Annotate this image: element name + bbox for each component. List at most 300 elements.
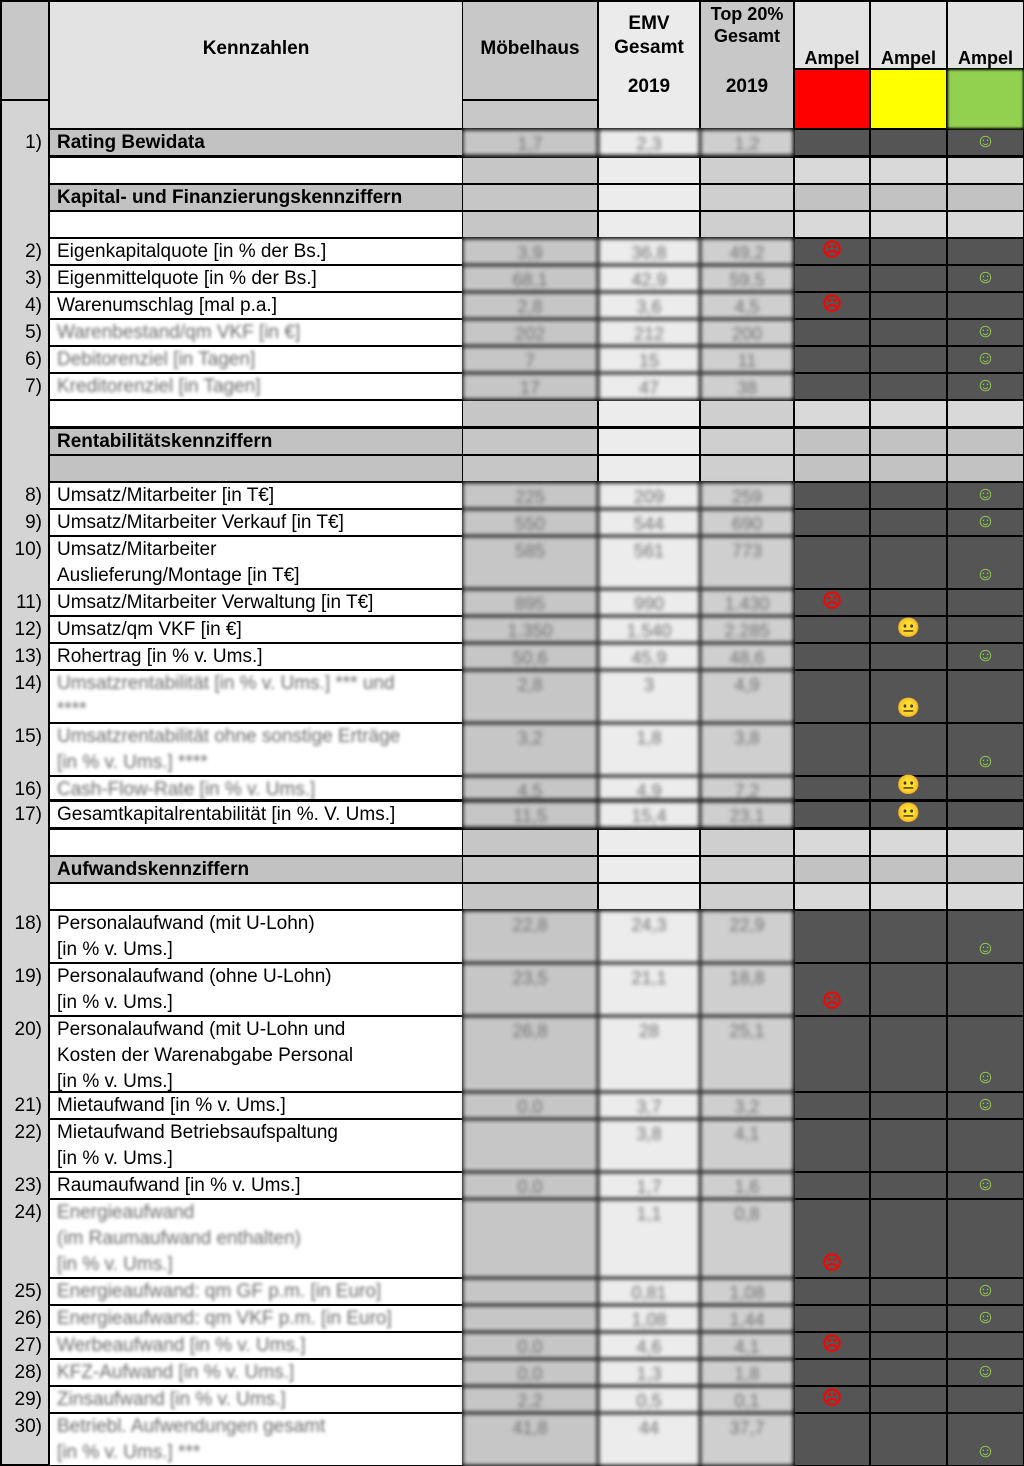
row-number: 16) (14, 779, 42, 800)
value-top20: 0,8 (701, 1200, 793, 1277)
value-moebelhaus: 68,1 (463, 266, 597, 291)
ampel-cell (795, 617, 869, 642)
value-moebelhaus: 0,0 (463, 1333, 597, 1358)
value-emv-empty (599, 185, 699, 210)
ampel-cell-empty (948, 884, 1023, 909)
value-top20: 18,8 (701, 964, 793, 1015)
row-number: 17) (14, 804, 42, 825)
value-emv: 1,1 (599, 1200, 699, 1277)
row-label-text: Werbeaufwand [in % v. Ums.] (57, 1335, 306, 1356)
row-label-text: (im Raumaufwand enthalten) (57, 1228, 301, 1249)
value-moebelhaus-empty (463, 429, 597, 454)
row-label (50, 266, 462, 291)
row-label (50, 347, 462, 372)
ampel-cell (948, 590, 1023, 615)
value-emv: 0,81 (599, 1279, 699, 1304)
value-moebelhaus: 41,8 (463, 1414, 597, 1465)
ampel-sad-icon: ☹ (822, 294, 842, 315)
ampel-sad-icon: ☹ (822, 1388, 842, 1409)
ampel-cell-empty (948, 212, 1023, 237)
value-top20-empty (701, 884, 793, 909)
row-number: 28) (14, 1362, 42, 1383)
ampel-cell (871, 130, 946, 155)
ampel-cell (948, 964, 1023, 1015)
value-emv: 1.540 (599, 617, 699, 642)
ampel-cell (948, 1120, 1023, 1171)
value-emv: 15,4 (599, 802, 699, 827)
value-moebelhaus: 2,2 (463, 1387, 597, 1412)
section-title (50, 857, 462, 882)
section-title-text: Kapital- und Finanzierungskennziffern (57, 187, 403, 208)
ampel-happy-icon: ☺ (975, 511, 996, 532)
row-label-text: Energieaufwand: qm GF p.m. [in Euro] (57, 1281, 382, 1302)
ampel-cell (795, 1360, 869, 1385)
value-moebelhaus: 4,5 (463, 777, 597, 799)
ampel-label-red: Ampel (804, 48, 860, 68)
value-emv: 1,8 (599, 724, 699, 775)
row-label-text: Energieaufwand: qm VKF p.m. [in Euro] (57, 1308, 392, 1329)
row-label (50, 1360, 462, 1385)
ampel-cell (795, 1414, 869, 1465)
row-number: 25) (14, 1281, 42, 1302)
section-title-text: Aufwandskennziffern (57, 859, 250, 880)
value-top20: 3,2 (701, 1093, 793, 1118)
ampel-swatch-red (795, 70, 869, 128)
value-emv: 544 (599, 510, 699, 535)
value-top20: 690 (701, 510, 793, 535)
value-top20: 200 (701, 320, 793, 345)
ampel-cell (795, 802, 869, 827)
value-emv: 3,7 (599, 1093, 699, 1118)
row-label (50, 671, 462, 722)
row-label-text: Personalaufwand (mit U-Lohn und (57, 1019, 346, 1040)
row-number: 23) (14, 1175, 42, 1196)
value-top20: 4,5 (701, 293, 793, 318)
row-label (50, 1387, 462, 1412)
value-top20: 7,2 (701, 777, 793, 799)
ampel-sad-icon: ☹ (822, 1253, 842, 1274)
ampel-cell (871, 510, 946, 535)
ampel-cell (871, 537, 946, 588)
row-label-text: Kreditorenziel [in Tagen] (57, 376, 261, 397)
row-number: 30) (14, 1416, 42, 1437)
ampel-cell-empty (948, 185, 1023, 210)
row-label-text: [in % v. Ums.] (57, 992, 173, 1013)
row-label-text: [in % v. Ums.] **** (57, 752, 208, 773)
value-emv: 561 (599, 537, 699, 588)
row-number: 11) (15, 592, 42, 613)
ampel-label-green: Ampel (957, 48, 1013, 68)
value-emv-empty (599, 857, 699, 882)
ampel-cell (871, 644, 946, 669)
row-label-text: [in % v. Ums.] (57, 1148, 173, 1169)
row-number: 22) (14, 1122, 42, 1143)
ampel-happy-icon: ☺ (975, 348, 996, 369)
ampel-cell (871, 1306, 946, 1331)
row-label (50, 964, 462, 1015)
value-top20: 23,1 (701, 802, 793, 827)
value-emv-empty (599, 401, 699, 426)
row-label (50, 724, 462, 775)
row-label-text: Rohertrag [in % v. Ums.] (57, 646, 263, 667)
spacer-row (50, 158, 462, 183)
value-moebelhaus: 17 (463, 374, 597, 399)
value-moebelhaus-empty (463, 158, 597, 183)
value-emv: 36,8 (599, 239, 699, 264)
value-top20: 1.430 (701, 590, 793, 615)
row-label (50, 1017, 462, 1091)
ampel-cell (795, 320, 869, 345)
value-top20: 4,1 (701, 1120, 793, 1171)
value-moebelhaus (463, 1200, 597, 1277)
value-moebelhaus (463, 1279, 597, 1304)
ampel-cell-empty (871, 212, 946, 237)
row-number: 13) (14, 646, 42, 667)
ampel-cell (795, 1306, 869, 1331)
ampel-happy-icon: ☺ (975, 375, 996, 396)
ampel-sad-icon: ☹ (822, 240, 842, 261)
ampel-neutral-icon: 😐 (896, 698, 921, 719)
ampel-cell (871, 964, 946, 1015)
row-label-text: Umsatz/Mitarbeiter Verwaltung [in T€] (57, 592, 374, 613)
value-emv: 209 (599, 483, 699, 508)
ampel-cell (795, 1279, 869, 1304)
value-top20-empty (701, 857, 793, 882)
row-number: 21) (14, 1095, 42, 1116)
ampel-cell (871, 320, 946, 345)
value-emv: 21,1 (599, 964, 699, 1015)
ampel-happy-icon: ☺ (975, 267, 996, 288)
row-label (50, 510, 462, 535)
value-moebelhaus: 1,7 (463, 130, 597, 155)
value-emv: 2,3 (599, 130, 699, 155)
row-number: 9) (25, 512, 42, 533)
ampel-happy-icon: ☺ (975, 564, 996, 585)
value-moebelhaus: 0,0 (463, 1360, 597, 1385)
value-moebelhaus: 11,5 (463, 802, 597, 827)
row-label-text: **** (57, 699, 87, 720)
row-label-text: Eigenkapitalquote [in % der Bs.] (57, 241, 327, 262)
spacer-row (50, 830, 462, 855)
row-label-text: Kosten der Warenabgabe Personal (57, 1045, 354, 1066)
ampel-cell-empty (871, 158, 946, 183)
row-number: 3) (25, 268, 42, 289)
ampel-cell (795, 671, 869, 722)
ampel-cell-empty (948, 158, 1023, 183)
row-label-text: Rating Bewidata (57, 132, 205, 153)
row-number: 15) (14, 726, 42, 747)
value-top20: 4,1 (701, 1333, 793, 1358)
value-emv: 4,6 (599, 1333, 699, 1358)
ampel-cell (871, 483, 946, 508)
row-label-text: Eigenmittelquote [in % der Bs.] (57, 268, 317, 289)
ampel-cell (871, 590, 946, 615)
ampel-swatch-green (948, 70, 1023, 128)
ampel-happy-icon: ☺ (975, 645, 996, 666)
ampel-cell (795, 724, 869, 775)
ampel-happy-icon: ☺ (975, 1280, 996, 1301)
ampel-cell (871, 347, 946, 372)
row-label-text: [in % v. Ums.] (57, 1254, 173, 1275)
value-top20-empty (701, 401, 793, 426)
value-moebelhaus: 23,5 (463, 964, 597, 1015)
ampel-cell-empty (871, 456, 946, 481)
row-label-text: [in % v. Ums.] *** (57, 1442, 201, 1463)
ampel-happy-icon: ☺ (975, 938, 996, 959)
value-emv: 1,3 (599, 1360, 699, 1385)
value-emv-empty (599, 830, 699, 855)
value-emv: 1,7 (599, 1173, 699, 1198)
row-label-text: Betriebl. Aufwendungen gesamt (57, 1416, 326, 1437)
row-label (50, 1173, 462, 1198)
row-label-text: Gesamtkapitalrentabilität [in %. V. Ums.] (57, 804, 396, 825)
value-top20: 1,6 (701, 1173, 793, 1198)
value-moebelhaus-empty (463, 212, 597, 237)
ampel-cell-empty (795, 158, 869, 183)
ampel-cell-empty (871, 830, 946, 855)
value-moebelhaus-empty (463, 884, 597, 909)
section-title (50, 185, 462, 210)
row-number: 7) (25, 376, 42, 397)
ampel-happy-icon: ☺ (975, 1361, 996, 1382)
row-label (50, 1200, 462, 1277)
value-moebelhaus: 895 (463, 590, 597, 615)
value-moebelhaus: 2,8 (463, 293, 597, 318)
row-number: 19) (14, 966, 42, 987)
ampel-cell-empty (871, 429, 946, 454)
value-top20-empty (701, 212, 793, 237)
value-moebelhaus: 585 (463, 537, 597, 588)
value-top20: 0,1 (701, 1387, 793, 1412)
ampel-cell (871, 1414, 946, 1465)
ampel-cell (948, 777, 1023, 799)
ampel-cell (948, 1387, 1023, 1412)
ampel-cell-empty (948, 857, 1023, 882)
value-emv-empty (599, 429, 699, 454)
row-label (50, 130, 462, 155)
row-label (50, 1333, 462, 1358)
ampel-cell (795, 777, 869, 799)
row-number: 10) (14, 539, 42, 560)
header-moebelhaus-sub (463, 101, 597, 128)
value-emv: 3,8 (599, 1120, 699, 1171)
row-label-text: Umsatz/Mitarbeiter (57, 539, 217, 560)
ampel-sad-icon: ☹ (822, 1334, 842, 1355)
ampel-cell-empty (948, 429, 1023, 454)
row-label (50, 537, 462, 588)
value-top20: 49,2 (701, 239, 793, 264)
value-moebelhaus: 0,0 (463, 1173, 597, 1198)
ampel-cell (948, 239, 1023, 264)
ampel-cell (795, 1173, 869, 1198)
header-top-year: 2019 (725, 76, 769, 97)
value-moebelhaus: 202 (463, 320, 597, 345)
ampel-cell (871, 266, 946, 291)
value-top20: 48,6 (701, 644, 793, 669)
value-emv: 42,9 (599, 266, 699, 291)
ampel-happy-icon: ☺ (975, 1094, 996, 1115)
row-number: 1) (25, 132, 42, 153)
ampel-cell (795, 374, 869, 399)
row-number: 4) (25, 295, 42, 316)
row-label (50, 911, 462, 962)
row-number: 20) (14, 1019, 42, 1040)
ampel-happy-icon: ☺ (975, 131, 996, 152)
ampel-cell (948, 293, 1023, 318)
row-label-text: Debitorenziel [in Tagen] (57, 349, 256, 370)
ampel-cell (871, 1120, 946, 1171)
row-label-text: Mietaufwand [in % v. Ums.] (57, 1095, 286, 1116)
row-label (50, 1414, 462, 1465)
ampel-cell (795, 1093, 869, 1118)
ampel-cell-empty (871, 401, 946, 426)
row-number: 14) (14, 673, 42, 694)
value-emv: 990 (599, 590, 699, 615)
ampel-cell (948, 1200, 1023, 1277)
header-number-column (2, 2, 48, 99)
row-label-text: Umsatz/Mitarbeiter [in T€] (57, 485, 275, 506)
ampel-cell (948, 802, 1023, 827)
value-moebelhaus-empty (463, 185, 597, 210)
ampel-cell (795, 537, 869, 588)
value-emv-empty (599, 158, 699, 183)
value-top20-empty (701, 429, 793, 454)
section-title-text: Rentabilitätskennziffern (57, 431, 273, 452)
ampel-cell (871, 1333, 946, 1358)
value-top20-empty (701, 456, 793, 481)
ampel-cell (795, 266, 869, 291)
row-label-text: Zinsaufwand [in % v. Ums.] (57, 1389, 286, 1410)
row-label-text: Mietaufwand Betriebsaufspaltung (57, 1122, 338, 1143)
spacer-row (50, 212, 462, 237)
header-emv-year: 2019 (627, 76, 671, 97)
row-label (50, 1306, 462, 1331)
ampel-cell-empty (948, 401, 1023, 426)
ampel-cell (795, 510, 869, 535)
value-moebelhaus: 22,8 (463, 911, 597, 962)
header-top: Top 20% Gesamt (710, 4, 784, 46)
ampel-neutral-icon: 😐 (896, 618, 921, 639)
ampel-cell-empty (871, 884, 946, 909)
value-emv-empty (599, 884, 699, 909)
row-label (50, 590, 462, 615)
ampel-cell (795, 1120, 869, 1171)
value-moebelhaus-empty (463, 857, 597, 882)
row-label (50, 239, 462, 264)
value-moebelhaus: 3,2 (463, 724, 597, 775)
row-number: 27) (14, 1335, 42, 1356)
value-emv: 15 (599, 347, 699, 372)
value-top20: 38 (701, 374, 793, 399)
row-number: 12) (14, 619, 42, 640)
header-moebelhaus: Möbelhaus (480, 38, 580, 59)
ampel-happy-icon: ☺ (975, 1174, 996, 1195)
ampel-cell (871, 1173, 946, 1198)
ampel-cell-empty (948, 456, 1023, 481)
ampel-cell (795, 911, 869, 962)
row-label (50, 320, 462, 345)
ampel-cell (871, 374, 946, 399)
ampel-cell (871, 293, 946, 318)
ampel-cell-empty (795, 456, 869, 481)
value-top20: 25,1 (701, 1017, 793, 1091)
value-top20: 3,8 (701, 724, 793, 775)
ampel-cell (871, 1360, 946, 1385)
spacer-row (50, 456, 462, 481)
row-label (50, 293, 462, 318)
row-label-text: Umsatz/Mitarbeiter Verkauf [in T€] (57, 512, 344, 533)
value-top20: 1,08 (701, 1279, 793, 1304)
ampel-label-yellow: Ampel (880, 48, 936, 68)
value-top20-empty (701, 830, 793, 855)
value-top20: 11 (701, 347, 793, 372)
ampel-cell (948, 671, 1023, 722)
value-top20: 4,9 (701, 671, 793, 722)
ampel-happy-icon: ☺ (975, 1441, 996, 1462)
value-moebelhaus-empty (463, 456, 597, 481)
row-label-text: KFZ-Aufwand [in % v. Ums.] (57, 1362, 295, 1383)
value-moebelhaus (463, 1120, 597, 1171)
value-emv: 4,9 (599, 777, 699, 799)
ampel-cell-empty (795, 212, 869, 237)
value-top20: 22,9 (701, 911, 793, 962)
ampel-cell-empty (795, 185, 869, 210)
row-label (50, 802, 462, 827)
header-emv: EMV Gesamt (614, 13, 684, 58)
value-top20: 1,44 (701, 1306, 793, 1331)
row-label-text: Umsatz/qm VKF [in €] (57, 619, 242, 640)
row-label-text: Personalaufwand (ohne U-Lohn) (57, 966, 332, 987)
row-label-text: [in % v. Ums.] (57, 939, 173, 960)
row-label (50, 374, 462, 399)
ampel-swatch-yellow (871, 70, 946, 128)
value-top20-empty (701, 185, 793, 210)
value-emv: 28 (599, 1017, 699, 1091)
row-label-text: Raumaufwand [in % v. Ums.] (57, 1175, 301, 1196)
ampel-cell (871, 239, 946, 264)
value-emv: 24,3 (599, 911, 699, 962)
value-emv: 212 (599, 320, 699, 345)
row-label (50, 777, 462, 799)
value-top20-empty (701, 158, 793, 183)
ampel-cell-empty (795, 830, 869, 855)
value-emv-empty (599, 456, 699, 481)
value-top20: 773 (701, 537, 793, 588)
row-label (50, 644, 462, 669)
ampel-cell (795, 347, 869, 372)
ampel-cell (948, 1333, 1023, 1358)
ampel-cell (871, 1200, 946, 1277)
row-number: 24) (14, 1202, 42, 1223)
ampel-cell-empty (795, 401, 869, 426)
ampel-neutral-icon: 😐 (896, 775, 921, 796)
ampel-cell-empty (795, 884, 869, 909)
ampel-happy-icon: ☺ (975, 751, 996, 772)
ampel-cell (871, 1093, 946, 1118)
ampel-sad-icon: ☹ (822, 991, 842, 1012)
ampel-cell (871, 1017, 946, 1091)
ampel-happy-icon: ☺ (975, 1067, 996, 1088)
row-label (50, 1279, 462, 1304)
ampel-sad-icon: ☹ (822, 591, 842, 612)
spacer-row (50, 884, 462, 909)
row-number: 5) (25, 322, 42, 343)
row-label-text: Personalaufwand (mit U-Lohn) (57, 913, 315, 934)
value-moebelhaus-empty (463, 401, 597, 426)
ampel-cell (795, 644, 869, 669)
section-title (50, 429, 462, 454)
ampel-cell (795, 130, 869, 155)
